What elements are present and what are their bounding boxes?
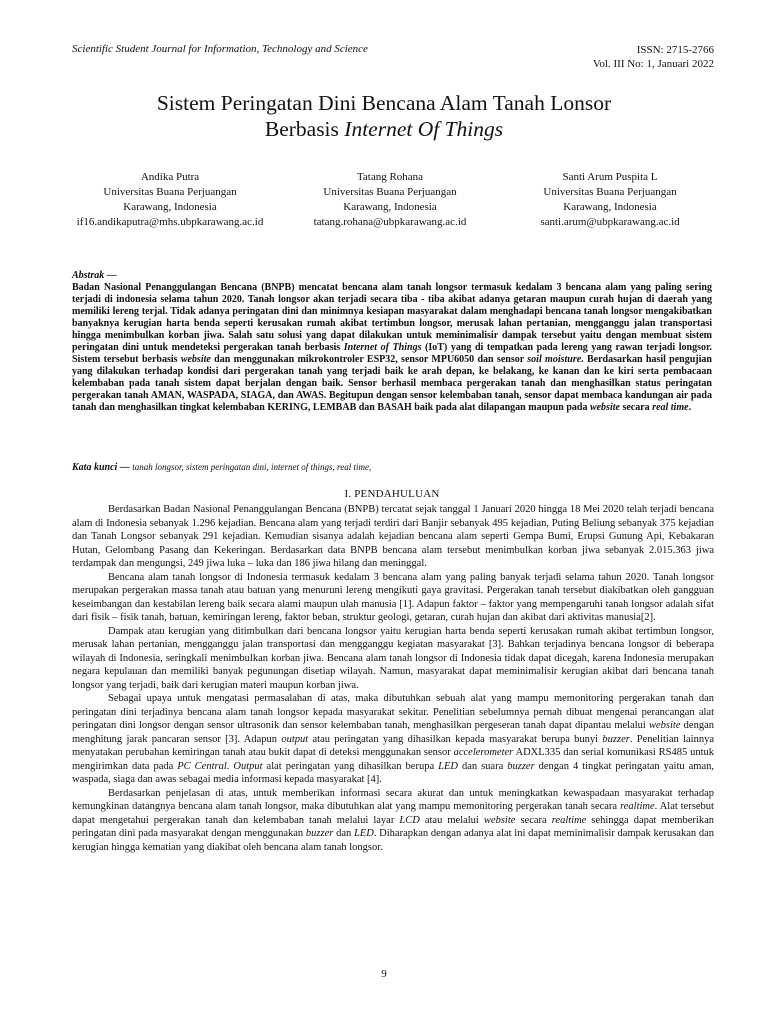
abstract-text: Badan Nasional Penanggulangan Bencana (BNPB) mencatat bencana alam tanah longsor termasuk kedalam 3 bencana alam yang paling sering terjadi di indonesia selama tahun 2020. Tanah longsor akan terjadi secara tiba - tiba akibat adanya getaran maupun curah hujan di daerah yang memiliki lereng terjal. Tidak adanya peringatan dini dan minimnya kesiapan masyarakat dalam menghadapi bencana tanah longsor mengakibatkan banyaknya kerugian harta benda seperti kerusakan rumah akibat tertimbun longsor, merusak lahan pertanian, mengganggu jalan transportasi hingga menimbulkan korban jiwa. Salah satu solusi yang dapat dilakukan untuk meminimalisir dampak tersebut yaitu dengan membuat sistem peringatan dini untuk mendeteksi pergerakan tanah berbasis Internet of Things (IoT) yang di tempatkan pada lereng yang rawan terjadi longsor. Sistem tersebut berbasis website dan menggunakan mikrokontroler ESP32, sensor MPU6050 dan sensor soil moisture. Berdasarkan hasil pengujian yang dilakukan terhadap kondisi dari pergerakan tanah yang terjadi baik ke arah depan, ke belakang, ke kanan dan ke kiri serta pembacaan kelembaban pada tanah sistem dapat berjalan dengan baik. Sensor berhasil membaca pergerakan tanah dan menghasilkan status peringatan pergerakan tanah AMAN, WASPADA, SIAGA, dan AWAS. Begitupun dengan sensor kelembaban tanah, sensor dapat membaca kandungan air pada tanah dan menghasilkan tingkat kelembaban KERING, LEMBAB dan BASAH baik pada alat dilapangan maupun pada website secara real time. bbox=[72, 282, 712, 413]
author-affiliation: Universitas Buana Perjuangan bbox=[323, 186, 457, 198]
volume-issue: Vol. III No: 1, Januari 2022 bbox=[592, 58, 714, 70]
paragraph-3: Dampak atau kerugian yang ditimbulkan dari bencana longsor yaitu kerugian harta benda seperti kerusakan rumah akibat tertimbun longsor, merusak lahan pertanian, mengganggu jalan transportasi dan mengganggu kegiatan masyarakat [3]. Bahkan terjadinya bencana longsor di beberapa wilayah di Indonesia, seringkali menimbulkan korban jiwa. Bencana alam tanah longsor di Indonesia tidak dapat dicegah, karena Indonesia merupakan negara kepulauan dan memiliki banyak pegunungan disetiap wilayah. Namun, masyarakat dapat meminimalisir kerugian akibat dari bencana tanah longsor yang terjadi, baik dari kerugian materi maupun korban jiwa. bbox=[72, 625, 714, 691]
keywords bbox=[72, 462, 712, 473]
title-line-2-italic: Internet Of Things bbox=[344, 117, 504, 141]
author-location: Karawang, Indonesia bbox=[123, 201, 217, 213]
body-text bbox=[72, 503, 714, 854]
title-line-2 bbox=[60, 116, 708, 142]
author-2 bbox=[280, 170, 500, 230]
journal-meta bbox=[593, 43, 714, 71]
author-affiliation: Universitas Buana Perjuangan bbox=[103, 186, 237, 198]
page-number: 9 bbox=[381, 968, 387, 980]
author-location: Karawang, Indonesia bbox=[343, 201, 437, 213]
paragraph-1: Berdasarkan Badan Nasional Penanggulangan Bencana (BNPB) tercatat sejak tanggal 1 Januari 2020 hingga 18 Mei 2020 telah terjadi bencana alam di Indonesia sebanyak 1.296 kejadian. Bencana alam yang terjadi terdiri dari Banjir sebanyak 495 kejadian, Puting Beliung sebanyak 375 kejadian dan Tanah Longsor sebanyak 291 kejadian. Kemudian sisanya adalah kejadian bencana alam seperti Gempa Bumi, Erupsi Gunung Api, Kebakaran Hutan, Gelombang Pasang dan Kekeringan. Berdasarkan data BNPB bencana alam tersebut menimbulkan korban jiwa sebanyak 2.015.363 jiwa terdampak dan mengungsi, 249 jiwa luka – luka dan 186 jiwa hilang dan meninggal. bbox=[72, 504, 714, 569]
keywords-text: tanah longsor, sistem peringatan dini, internet of things, real time, bbox=[132, 462, 372, 472]
author-email[interactable]: tatang.rohana@ubpkarawang.ac.id bbox=[313, 216, 467, 228]
issn: ISSN: 2715-2766 bbox=[636, 44, 714, 56]
section-heading: I. PENDAHULUAN bbox=[344, 488, 440, 500]
paragraph-5: Berdasarkan penjelasan di atas, untuk memberikan informasi secara akurat dan untuk meningkatkan kewaspadaan masyarakat terhadap kemungkinan datangnya bencana alam tanah longsor, maka dibutuhkan alat yang mampu memonitoring pergerakan tanah secara realtime. Alat tersebut dapat mengetahui pergerakan tanah dan kelembaban tanah melalui layar LCD atau melalui website secara realtime sehingga dapat memberikan peringatan dini pada masyarakat dengan menggunakan buzzer dan LED. Diharapkan dengan adanya alat ini dapat meminimalisir dampak kerusakan dan kerugian hingga kematian yang diakibat oleh bencana alam tanah longsor. bbox=[72, 787, 714, 853]
author-block bbox=[60, 170, 720, 230]
title-line-1: Sistem Peringatan Dini Bencana Alam Tanah Lonsor bbox=[156, 91, 612, 115]
author-name: Andika Putra bbox=[140, 171, 200, 183]
journal-name: Scientific Student Journal for Information, Technology and Science bbox=[72, 43, 368, 55]
paragraph-2: Bencana alam tanah longsor di Indonesia termasuk kedalam 3 bencana alam yang paling banyak terjadi selama tahun 2020. Tanah longsor merupakan pergerakan massa tanah atau batuan yang menuruni lereng mengikuti gaya gravitasi. Pergerakan tanah tersebut diakibatkan oleh gangguan keseimbangan dan kestabilan lereng baik secara alami maupun ulah manusia [1]. Adapun faktor – faktor yang mempengaruhi tanah longsor adalah sifat dari fisik – fisik tanah, batuan, kemiringan lereng, faktor beban, struktur geologi, getaran, curah hujan dan akibat dari aktivitas manusia[2]. bbox=[72, 571, 714, 623]
author-1 bbox=[60, 170, 280, 230]
author-location: Karawang, Indonesia bbox=[563, 201, 657, 213]
author-email[interactable]: if16.andikaputra@mhs.ubpkarawang.ac.id bbox=[76, 216, 264, 228]
abstract-label: Abstrak — bbox=[72, 270, 117, 281]
title-line-2-plain: Berbasis bbox=[264, 117, 345, 141]
author-affiliation: Universitas Buana Perjuangan bbox=[543, 186, 677, 198]
author-3 bbox=[500, 170, 720, 230]
author-email[interactable]: santi.arum@ubpkarawang.ac.id bbox=[540, 216, 680, 228]
paper-title bbox=[60, 90, 708, 142]
author-name: Tatang Rohana bbox=[356, 171, 424, 183]
paragraph-4: Sebagai upaya untuk mengatasi permasalahan di atas, maka dibutuhkan sebuah alat yang mampu memonitoring pergerakan tanah dan peringatan dini terjadinya bencana alam tanah longsor kepada masyarakat sekitar. Penelitian sebelumnya pernah dibuat mengenai perancangan alat peringatan dini longsor dengan sensor ultrasonik dan sensor kelembaban tanah, menghasilkan pergeseran tanah dapat dipantau melalui website dengan menghitung jarak pancaran sensor [3]. Adapun output atau peringatan yang dihasilkan kepada masyarakat berupa bunyi buzzer. Penelitian lainnya menyatakan perubahan kemiringan tanah atau bukit dapat di deteksi menggunakan sensor accelerometer ADXL335 dan serial komunikasi RS485 untuk mengirimkan data pada PC Central. Output alat peringatan yang dihasilkan berupa LED dan suara buzzer dengan 4 tingkat peringatan yaitu aman, waspada, siaga dan awas sebagai media informasi kepada masyarakat [4]. bbox=[72, 693, 715, 785]
abstract bbox=[72, 270, 712, 414]
author-name: Santi Arum Puspita L bbox=[562, 171, 658, 183]
keywords-label: Kata kunci — bbox=[72, 462, 130, 473]
